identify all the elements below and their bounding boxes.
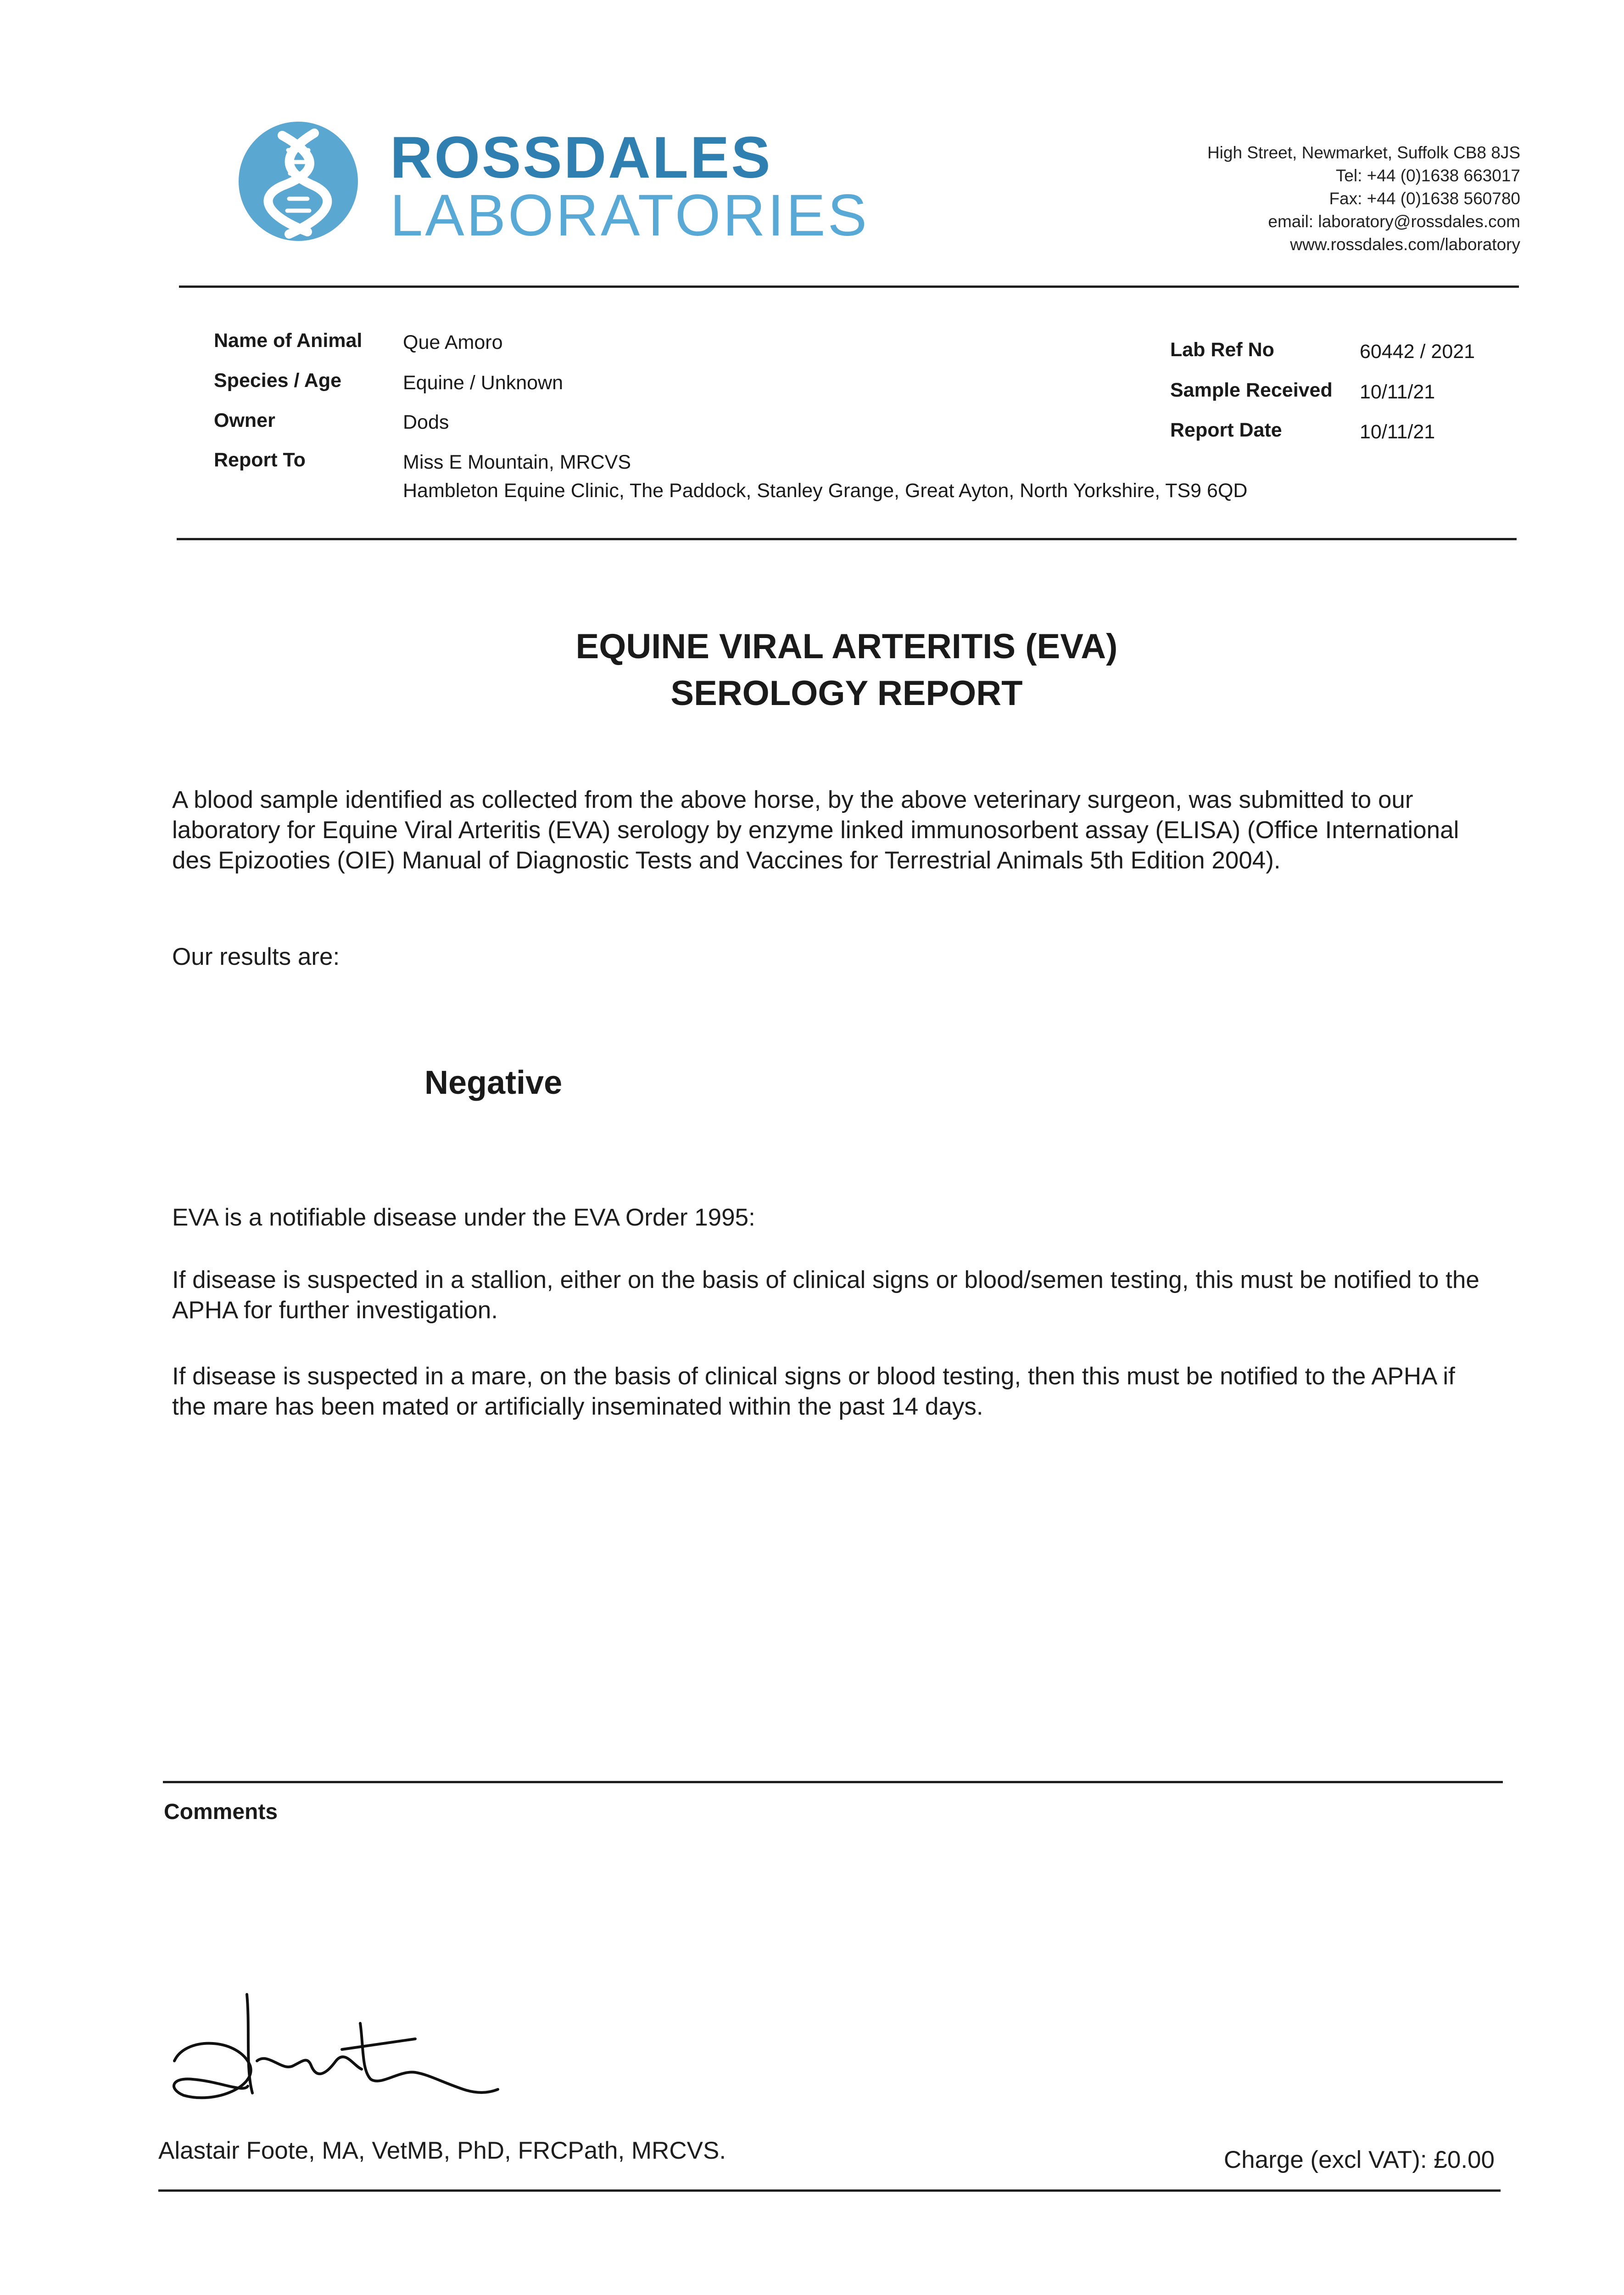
report-date-value: 10/11/21 [1360,421,1435,443]
sample-received-label: Sample Received [1170,379,1333,401]
results-intro: Our results are: [172,943,340,970]
address-fax: Fax: +44 (0)1638 560780 [1329,189,1520,208]
address-tel: Tel: +44 (0)1638 663017 [1335,166,1520,185]
owner-label: Owner [214,409,275,431]
lab-ref-label: Lab Ref No [1170,339,1274,361]
notifiable-statement: EVA is a notifiable disease under the EVA Order 1995: [172,1204,755,1231]
report-to-address: Hambleton Equine Clinic, The Paddock, Stanley Grange, Great Ayton, North Yorkshire, TS9 6QD [403,480,1248,502]
comments-divider [163,1781,1503,1783]
footer-divider [158,2189,1501,2192]
logo-wordmark-line1: ROSSDALES [390,125,772,190]
signer-name: Alastair Foote, MA, VetMB, PhD, FRCPath, MRCVS. [158,2137,726,2164]
comments-label: Comments [164,1800,278,1824]
animal-name-label: Name of Animal [214,330,363,352]
report-date-label: Report Date [1170,419,1282,441]
report-title: EQUINE VIRAL ARTERITIS (EVA) [575,627,1118,666]
report-to-name: Miss E Mountain, MRCVS [403,451,631,473]
details-divider [177,538,1517,540]
report-subtitle: SEROLOGY REPORT [670,674,1023,713]
address-block [1207,141,1520,256]
mare-note: If disease is suspected in a mare, on the basis of clinical signs or blood testing, then this must be notified to the APHA if the mare has been mated or artificially inseminated within the past 14 days. [172,1363,1455,1420]
species-age-value: Equine / Unknown [403,372,563,394]
report-to-label: Report To [214,449,306,471]
lab-ref-value: 60442 / 2021 [1360,341,1475,363]
result-value: Negative [424,1064,563,1101]
dna-helix-icon [239,122,358,241]
intro-paragraph: A blood sample identified as collected from the above horse, by the above veterinary surgeon, was submitted to our laboratory for Equine Viral Arteritis (EVA) serology by enzyme linked immunosorbent assay (ELISA) (Office International des Epizooties (OIE) Manual of Diagnostic Tests and Vaccines for Terrestrial Animals 5th Edition 2004). [172,786,1459,874]
header-divider [179,285,1519,288]
charge-amount: Charge (excl VAT): £0.00 [1223,2146,1495,2173]
owner-value: Dods [403,411,449,433]
animal-name-value: Que Amoro [403,331,503,353]
stallion-note: If disease is suspected in a stallion, either on the basis of clinical signs or blood/semen testing, this must be notified to the APHA for further investigation. [172,1266,1479,1324]
logo-wordmark-line2: LABORATORIES [390,183,869,248]
address-street: High Street, Newmarket, Suffolk CB8 8JS [1207,143,1520,162]
address-website: www.rossdales.com/laboratory [1290,235,1520,254]
sample-received-value: 10/11/21 [1360,381,1435,403]
signature [165,1987,514,2107]
species-age-label: Species / Age [214,369,342,392]
address-email: email: laboratory@rossdales.com [1268,212,1520,231]
